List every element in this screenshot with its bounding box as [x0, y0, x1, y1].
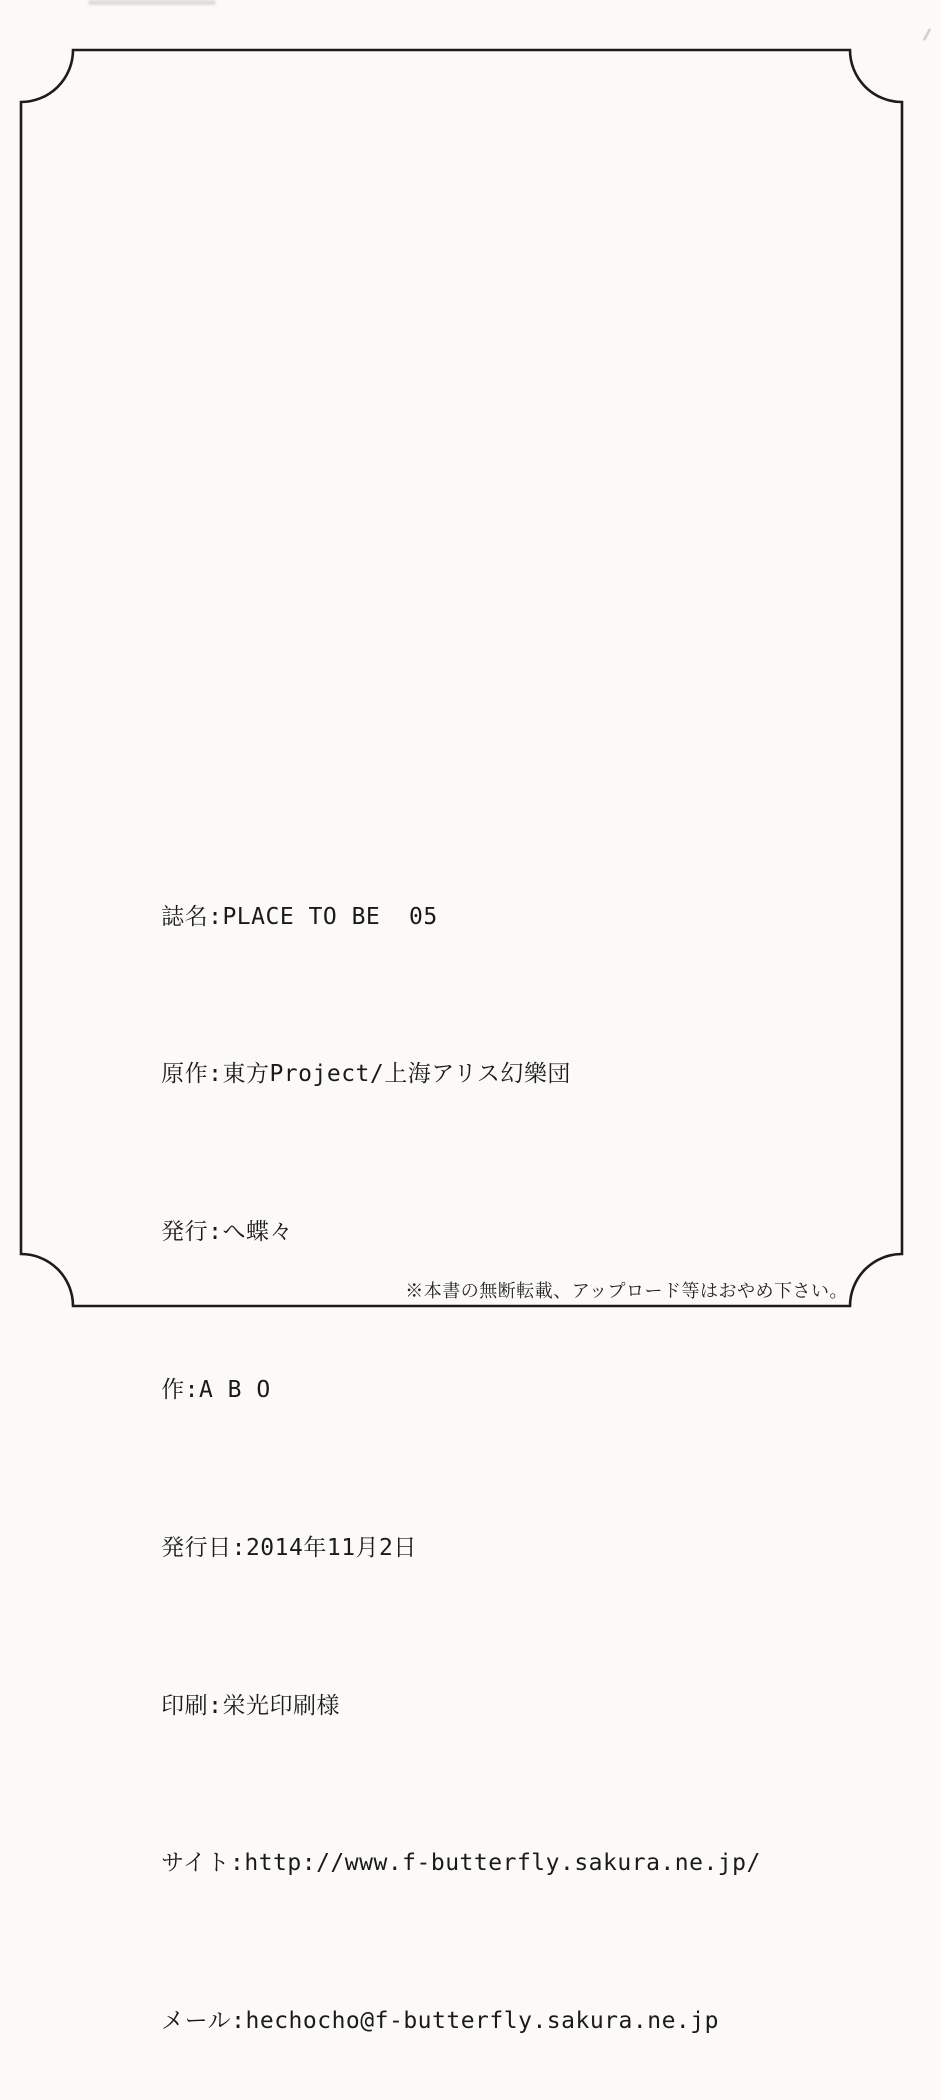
colophon-line-email	[75, 1942, 761, 2100]
copyright-notice: ※本書の無断転載、アップロード等はおやめ下さい。	[405, 1281, 848, 1302]
author-label: 作	[161, 1376, 185, 1403]
original-work-separator: :	[208, 1061, 223, 1088]
colophon-block	[75, 838, 761, 2100]
printer-value: 栄光印刷様	[222, 1692, 340, 1719]
original-work-value: 東方Project/上海アリス幻樂団	[222, 1061, 571, 1088]
scan-smudge-artifact	[88, 0, 216, 5]
email-separator: :	[231, 2008, 246, 2035]
publisher-value: へ蝶々	[222, 1219, 293, 1246]
website-separator: :	[229, 1850, 245, 1877]
publication-date-label: 発行日	[161, 1534, 232, 1561]
title-separator: :	[208, 903, 223, 930]
publisher-separator: :	[208, 1219, 223, 1246]
original-work-label: 原作	[161, 1061, 209, 1088]
email-address-text: hechocho@f-butterfly.sakura.ne.jp	[245, 2008, 719, 2035]
title-value: PLACE TO BE 05	[222, 903, 438, 930]
author-separator: :	[184, 1376, 199, 1403]
website-url-text: http://www.f-butterfly.sakura.ne.jp/	[244, 1850, 761, 1877]
printer-label: 印刷	[161, 1692, 209, 1719]
title-label: 誌名	[161, 903, 209, 930]
printer-separator: :	[208, 1692, 223, 1719]
colophon-line-publication-date	[75, 1469, 761, 1627]
publication-date-value: 2014年11月2日	[245, 1534, 417, 1561]
publication-date-separator: :	[231, 1534, 246, 1561]
colophon-line-website	[75, 1785, 761, 1943]
colophon-line-original-work	[75, 996, 761, 1154]
colophon-line-author	[75, 1311, 761, 1469]
scan-smudge-artifact	[923, 28, 931, 40]
publisher-label: 発行	[161, 1219, 209, 1246]
colophon-line-printer	[75, 1627, 761, 1785]
colophon-line-title	[75, 838, 761, 996]
website-label: サイト	[161, 1850, 230, 1877]
author-value: A B O	[198, 1376, 271, 1403]
email-label: メール	[161, 2008, 232, 2035]
